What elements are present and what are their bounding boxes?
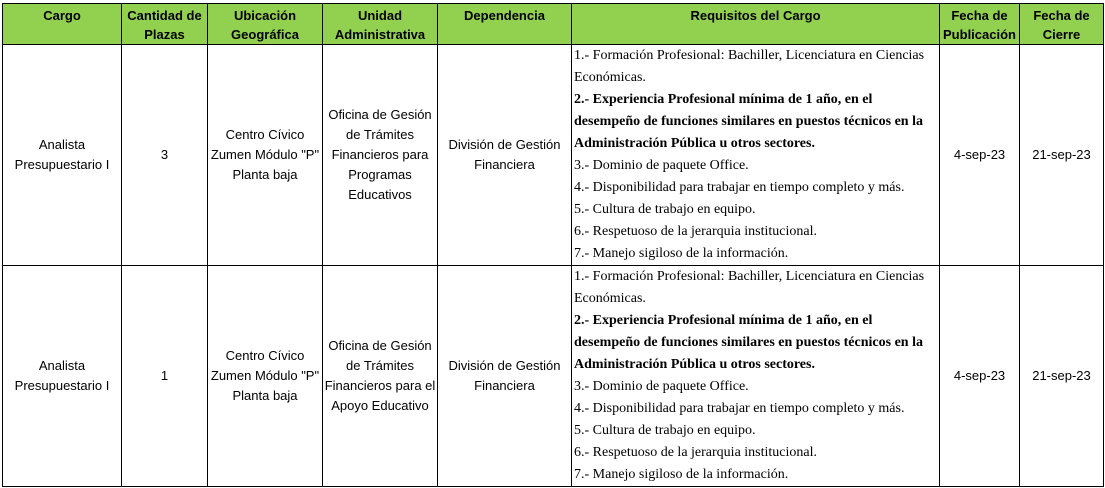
cell-fecha-cierre: 21-sep-23 [1020,45,1104,266]
requirement-7: 7.- Manejo sigiloso de la información. [574,246,789,261]
requirement-7: 7.- Manejo sigiloso de la información. [574,467,789,482]
requirement-4: 4.- Disponibilidad para trabajar en tiempo completo y más. [574,401,905,416]
cell-fecha-publicacion: 4-sep-23 [940,266,1020,487]
cell-fecha-cierre: 21-sep-23 [1020,266,1104,487]
requirement-2: 2.- Experiencia Profesional mínima de 1 año, en el desempeño de funciones similares en puestos técnicos en la Administración Pública u otros sectores. [574,313,923,372]
header-row [3,4,1104,45]
requirement-6: 6.- Respetuoso de la jerarquia institucional. [574,445,817,460]
requirement-5: 5.- Cultura de trabajo en equipo. [574,423,756,438]
cell-fecha-publicacion: 4-sep-23 [940,45,1020,266]
cell-cantidad: 3 [122,45,208,266]
cell-requisitos [572,266,940,487]
requirement-6: 6.- Respetuoso de la jerarquia institucional. [574,224,817,239]
header-cantidad: Cantidad de Plazas [122,4,208,45]
header-fecha-cierre: Fecha de Cierre [1020,4,1104,45]
requirement-1: 1.- Formación Profesional: Bachiller, Licenciatura en Ciencias Económicas. [574,48,925,85]
header-ubicacion: Ubicación Geográfica [208,4,323,45]
cell-dependencia: División de Gestión Financiera [438,266,572,487]
header-fecha-publicacion: Fecha de Publicación [940,4,1020,45]
requirement-2: 2.- Experiencia Profesional mínima de 1 año, en el desempeño de funciones similares en puestos técnicos en la Administración Pública u otros sectores. [574,92,923,151]
cell-unidad: Oficina de Gesión de Trámites Financieros para el Apoyo Educativo [323,266,438,487]
cell-ubicacion: Centro Cívico Zumen Módulo "P" Planta baja [208,266,323,487]
table-row [3,45,1104,266]
cell-cargo: Analista Presupuestario I [3,45,122,266]
cell-cargo: Analista Presupuestario I [3,266,122,487]
table-row [3,266,1104,487]
header-dependencia: Dependencia [438,4,572,45]
header-cargo: Cargo [3,4,122,45]
cell-unidad: Oficina de Gesión de Trámites Financieros para Programas Educativos [323,45,438,266]
requirement-3: 3.- Dominio de paquete Office. [574,158,749,173]
requirement-3: 3.- Dominio de paquete Office. [574,379,749,394]
cell-ubicacion: Centro Cívico Zumen Módulo "P" Planta baja [208,45,323,266]
header-unidad: Unidad Administrativa [323,4,438,45]
cell-requisitos [572,45,940,266]
header-requisitos: Requisitos del Cargo [572,4,940,45]
vacancies-table [2,3,1104,487]
cell-cantidad: 1 [122,266,208,487]
requirement-1: 1.- Formación Profesional: Bachiller, Licenciatura en Ciencias Económicas. [574,269,925,306]
requirement-4: 4.- Disponibilidad para trabajar en tiempo completo y más. [574,180,905,195]
cell-dependencia: División de Gestión Financiera [438,45,572,266]
requirement-5: 5.- Cultura de trabajo en equipo. [574,202,756,217]
